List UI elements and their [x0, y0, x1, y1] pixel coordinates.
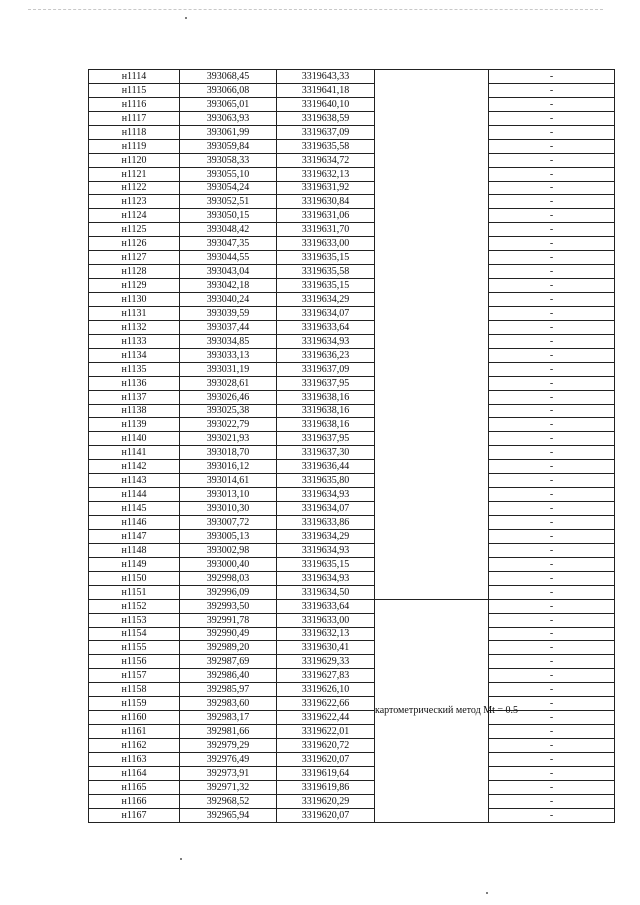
point-name-cell: н1129: [89, 279, 180, 293]
point-name-cell: н1165: [89, 780, 180, 794]
coordinates-table-body: [89, 70, 615, 823]
x-coordinate-cell: 393039,59: [180, 306, 277, 320]
y-coordinate-cell: 3319634,93: [277, 488, 375, 502]
x-coordinate-cell: 393050,15: [180, 209, 277, 223]
y-coordinate-cell: 3319619,64: [277, 766, 375, 780]
x-coordinate-cell: 393007,72: [180, 516, 277, 530]
table-row: [89, 432, 615, 446]
table-row: [89, 683, 615, 697]
accuracy-dash-cell: -: [489, 70, 615, 84]
x-coordinate-cell: 393040,24: [180, 293, 277, 307]
x-coordinate-cell: 392965,94: [180, 808, 277, 822]
y-coordinate-cell: 3319635,15: [277, 251, 375, 265]
table-row: [89, 348, 615, 362]
y-coordinate-cell: 3319634,93: [277, 543, 375, 557]
point-name-cell: н1134: [89, 348, 180, 362]
y-coordinate-cell: 3319637,09: [277, 362, 375, 376]
x-coordinate-cell: 393005,13: [180, 529, 277, 543]
table-row: [89, 627, 615, 641]
point-name-cell: н1116: [89, 97, 180, 111]
accuracy-dash-cell: -: [489, 153, 615, 167]
x-coordinate-cell: 393047,35: [180, 237, 277, 251]
table-row: [89, 697, 615, 711]
y-coordinate-cell: 3319622,44: [277, 711, 375, 725]
accuracy-dash-cell: -: [489, 725, 615, 739]
point-name-cell: н1138: [89, 404, 180, 418]
y-coordinate-cell: 3319637,95: [277, 376, 375, 390]
point-name-cell: н1114: [89, 70, 180, 84]
x-coordinate-cell: 393055,10: [180, 167, 277, 181]
point-name-cell: н1140: [89, 432, 180, 446]
y-coordinate-cell: 3319633,00: [277, 237, 375, 251]
table-row: [89, 474, 615, 488]
y-coordinate-cell: 3319632,13: [277, 167, 375, 181]
x-coordinate-cell: 392973,91: [180, 766, 277, 780]
accuracy-dash-cell: -: [489, 251, 615, 265]
point-name-cell: н1123: [89, 195, 180, 209]
x-coordinate-cell: 392983,17: [180, 711, 277, 725]
table-row: [89, 376, 615, 390]
x-coordinate-cell: 393054,24: [180, 181, 277, 195]
y-coordinate-cell: 3319633,64: [277, 320, 375, 334]
y-coordinate-cell: 3319631,92: [277, 181, 375, 195]
point-name-cell: н1132: [89, 320, 180, 334]
point-name-cell: н1146: [89, 516, 180, 530]
accuracy-dash-cell: -: [489, 376, 615, 390]
x-coordinate-cell: 393018,70: [180, 446, 277, 460]
table-row: [89, 209, 615, 223]
table-row: [89, 571, 615, 585]
accuracy-dash-cell: -: [489, 683, 615, 697]
table-row: [89, 279, 615, 293]
y-coordinate-cell: 3319619,86: [277, 780, 375, 794]
table-row: [89, 655, 615, 669]
accuracy-dash-cell: -: [489, 125, 615, 139]
table-row: [89, 794, 615, 808]
y-coordinate-cell: 3319622,01: [277, 725, 375, 739]
table-row: [89, 516, 615, 530]
accuracy-dash-cell: -: [489, 293, 615, 307]
accuracy-dash-cell: -: [489, 641, 615, 655]
point-name-cell: н1166: [89, 794, 180, 808]
table-row: [89, 83, 615, 97]
table-row: [89, 711, 615, 725]
accuracy-dash-cell: -: [489, 320, 615, 334]
point-name-cell: н1126: [89, 237, 180, 251]
table-row: [89, 153, 615, 167]
y-coordinate-cell: 3319634,29: [277, 293, 375, 307]
y-coordinate-cell: 3319630,41: [277, 641, 375, 655]
x-coordinate-cell: 393058,33: [180, 153, 277, 167]
accuracy-dash-cell: -: [489, 460, 615, 474]
table-row: [89, 293, 615, 307]
x-coordinate-cell: 393042,18: [180, 279, 277, 293]
accuracy-dash-cell: -: [489, 334, 615, 348]
y-coordinate-cell: 3319634,93: [277, 334, 375, 348]
table-row: [89, 139, 615, 153]
table-row: [89, 70, 615, 84]
y-coordinate-cell: 3319641,18: [277, 83, 375, 97]
accuracy-dash-cell: -: [489, 557, 615, 571]
x-coordinate-cell: 393065,01: [180, 97, 277, 111]
accuracy-dash-cell: -: [489, 474, 615, 488]
point-name-cell: н1147: [89, 529, 180, 543]
x-coordinate-cell: 393013,10: [180, 488, 277, 502]
x-coordinate-cell: 393025,38: [180, 404, 277, 418]
y-coordinate-cell: 3319634,07: [277, 502, 375, 516]
point-name-cell: н1120: [89, 153, 180, 167]
y-coordinate-cell: 3319635,58: [277, 265, 375, 279]
accuracy-dash-cell: -: [489, 766, 615, 780]
table-row: [89, 752, 615, 766]
x-coordinate-cell: 393021,93: [180, 432, 277, 446]
point-name-cell: н1158: [89, 683, 180, 697]
x-coordinate-cell: 392993,50: [180, 599, 277, 613]
x-coordinate-cell: 393014,61: [180, 474, 277, 488]
point-name-cell: н1164: [89, 766, 180, 780]
y-coordinate-cell: 3319633,86: [277, 516, 375, 530]
x-coordinate-cell: 393016,12: [180, 460, 277, 474]
method-cell: картометрический метод Mt = 0.5: [375, 599, 489, 822]
y-coordinate-cell: 3319622,66: [277, 697, 375, 711]
accuracy-dash-cell: -: [489, 97, 615, 111]
y-coordinate-cell: 3319631,06: [277, 209, 375, 223]
table-row: [89, 669, 615, 683]
y-coordinate-cell: 3319638,16: [277, 404, 375, 418]
x-coordinate-cell: 393059,84: [180, 139, 277, 153]
x-coordinate-cell: 392996,09: [180, 585, 277, 599]
accuracy-dash-cell: -: [489, 543, 615, 557]
y-coordinate-cell: 3319633,64: [277, 599, 375, 613]
accuracy-dash-cell: -: [489, 488, 615, 502]
point-name-cell: н1152: [89, 599, 180, 613]
point-name-cell: н1142: [89, 460, 180, 474]
accuracy-dash-cell: -: [489, 655, 615, 669]
x-coordinate-cell: 393026,46: [180, 390, 277, 404]
y-coordinate-cell: 3319638,16: [277, 390, 375, 404]
y-coordinate-cell: 3319636,23: [277, 348, 375, 362]
table-row: [89, 780, 615, 794]
table-row: [89, 195, 615, 209]
table-row: [89, 223, 615, 237]
x-coordinate-cell: 393052,51: [180, 195, 277, 209]
accuracy-dash-cell: -: [489, 780, 615, 794]
accuracy-dash-cell: -: [489, 711, 615, 725]
y-coordinate-cell: 3319637,95: [277, 432, 375, 446]
y-coordinate-cell: 3319630,84: [277, 195, 375, 209]
accuracy-dash-cell: -: [489, 83, 615, 97]
table-row: [89, 237, 615, 251]
x-coordinate-cell: 393002,98: [180, 543, 277, 557]
point-name-cell: н1133: [89, 334, 180, 348]
x-coordinate-cell: 392989,20: [180, 641, 277, 655]
point-name-cell: н1145: [89, 502, 180, 516]
table-row: [89, 613, 615, 627]
accuracy-dash-cell: -: [489, 237, 615, 251]
accuracy-dash-cell: -: [489, 181, 615, 195]
point-name-cell: н1167: [89, 808, 180, 822]
x-coordinate-cell: 393066,08: [180, 83, 277, 97]
accuracy-dash-cell: -: [489, 794, 615, 808]
x-coordinate-cell: 392987,69: [180, 655, 277, 669]
point-name-cell: н1155: [89, 641, 180, 655]
point-name-cell: н1157: [89, 669, 180, 683]
point-name-cell: н1163: [89, 752, 180, 766]
table-row: [89, 334, 615, 348]
point-name-cell: н1159: [89, 697, 180, 711]
y-coordinate-cell: 3319643,33: [277, 70, 375, 84]
scan-speck: [180, 858, 182, 860]
accuracy-dash-cell: -: [489, 627, 615, 641]
point-name-cell: н1124: [89, 209, 180, 223]
table-row: [89, 446, 615, 460]
x-coordinate-cell: 393048,42: [180, 223, 277, 237]
y-coordinate-cell: 3319634,72: [277, 153, 375, 167]
accuracy-dash-cell: -: [489, 265, 615, 279]
point-name-cell: н1131: [89, 306, 180, 320]
x-coordinate-cell: 393044,55: [180, 251, 277, 265]
table-row: [89, 97, 615, 111]
y-coordinate-cell: 3319637,09: [277, 125, 375, 139]
point-name-cell: н1153: [89, 613, 180, 627]
table-row: [89, 362, 615, 376]
point-name-cell: н1118: [89, 125, 180, 139]
x-coordinate-cell: 392976,49: [180, 752, 277, 766]
table-row: [89, 502, 615, 516]
y-coordinate-cell: 3319633,00: [277, 613, 375, 627]
table-row: [89, 766, 615, 780]
table-row: [89, 641, 615, 655]
point-name-cell: н1122: [89, 181, 180, 195]
scan-speck: [486, 892, 488, 894]
point-name-cell: н1144: [89, 488, 180, 502]
y-coordinate-cell: 3319632,13: [277, 627, 375, 641]
accuracy-dash-cell: -: [489, 195, 615, 209]
y-coordinate-cell: 3319638,59: [277, 111, 375, 125]
accuracy-dash-cell: -: [489, 697, 615, 711]
table-row: [89, 585, 615, 599]
y-coordinate-cell: 3319620,29: [277, 794, 375, 808]
point-name-cell: н1148: [89, 543, 180, 557]
table-row: [89, 557, 615, 571]
point-name-cell: н1115: [89, 83, 180, 97]
table-row: [89, 543, 615, 557]
table-row: [89, 167, 615, 181]
table-row: [89, 111, 615, 125]
point-name-cell: н1151: [89, 585, 180, 599]
point-name-cell: н1127: [89, 251, 180, 265]
accuracy-dash-cell: -: [489, 139, 615, 153]
table-row: [89, 529, 615, 543]
point-name-cell: н1125: [89, 223, 180, 237]
point-name-cell: н1119: [89, 139, 180, 153]
table-row: [89, 599, 615, 613]
y-coordinate-cell: 3319636,44: [277, 460, 375, 474]
table-row: [89, 488, 615, 502]
x-coordinate-cell: 393022,79: [180, 418, 277, 432]
y-coordinate-cell: 3319627,83: [277, 669, 375, 683]
point-name-cell: н1149: [89, 557, 180, 571]
accuracy-dash-cell: -: [489, 306, 615, 320]
accuracy-dash-cell: -: [489, 571, 615, 585]
coordinates-table: [88, 69, 615, 823]
point-name-cell: н1154: [89, 627, 180, 641]
x-coordinate-cell: 393033,13: [180, 348, 277, 362]
table-row: [89, 404, 615, 418]
x-coordinate-cell: 392968,52: [180, 794, 277, 808]
table-row: [89, 808, 615, 822]
x-coordinate-cell: 393061,99: [180, 125, 277, 139]
y-coordinate-cell: 3319635,80: [277, 474, 375, 488]
point-name-cell: н1139: [89, 418, 180, 432]
y-coordinate-cell: 3319626,10: [277, 683, 375, 697]
point-name-cell: н1136: [89, 376, 180, 390]
accuracy-dash-cell: -: [489, 516, 615, 530]
x-coordinate-cell: 393034,85: [180, 334, 277, 348]
point-name-cell: н1135: [89, 362, 180, 376]
table-row: [89, 251, 615, 265]
table-row: [89, 181, 615, 195]
method-cell: [375, 70, 489, 600]
accuracy-dash-cell: -: [489, 348, 615, 362]
point-name-cell: н1141: [89, 446, 180, 460]
point-name-cell: н1162: [89, 739, 180, 753]
y-coordinate-cell: 3319620,72: [277, 739, 375, 753]
point-name-cell: н1150: [89, 571, 180, 585]
accuracy-dash-cell: -: [489, 808, 615, 822]
x-coordinate-cell: 392998,03: [180, 571, 277, 585]
point-name-cell: н1156: [89, 655, 180, 669]
accuracy-dash-cell: -: [489, 432, 615, 446]
x-coordinate-cell: 392990,49: [180, 627, 277, 641]
y-coordinate-cell: 3319634,29: [277, 529, 375, 543]
x-coordinate-cell: 393028,61: [180, 376, 277, 390]
point-name-cell: н1128: [89, 265, 180, 279]
accuracy-dash-cell: -: [489, 390, 615, 404]
x-coordinate-cell: 392986,40: [180, 669, 277, 683]
accuracy-dash-cell: -: [489, 362, 615, 376]
table-row: [89, 418, 615, 432]
accuracy-dash-cell: -: [489, 418, 615, 432]
x-coordinate-cell: 392991,78: [180, 613, 277, 627]
x-coordinate-cell: 392983,60: [180, 697, 277, 711]
point-name-cell: н1161: [89, 725, 180, 739]
y-coordinate-cell: 3319620,07: [277, 808, 375, 822]
point-name-cell: н1160: [89, 711, 180, 725]
y-coordinate-cell: 3319634,93: [277, 571, 375, 585]
point-name-cell: н1130: [89, 293, 180, 307]
y-coordinate-cell: 3319635,58: [277, 139, 375, 153]
table-row: [89, 725, 615, 739]
point-name-cell: н1143: [89, 474, 180, 488]
table-row: [89, 265, 615, 279]
accuracy-dash-cell: -: [489, 167, 615, 181]
y-coordinate-cell: 3319631,70: [277, 223, 375, 237]
accuracy-dash-cell: -: [489, 599, 615, 613]
x-coordinate-cell: 392981,66: [180, 725, 277, 739]
accuracy-dash-cell: -: [489, 529, 615, 543]
accuracy-dash-cell: -: [489, 446, 615, 460]
table-row: [89, 739, 615, 753]
x-coordinate-cell: 392971,32: [180, 780, 277, 794]
y-coordinate-cell: 3319640,10: [277, 97, 375, 111]
accuracy-dash-cell: -: [489, 111, 615, 125]
point-name-cell: н1121: [89, 167, 180, 181]
accuracy-dash-cell: -: [489, 502, 615, 516]
header-scan-line: [28, 9, 603, 10]
accuracy-dash-cell: -: [489, 279, 615, 293]
table-row: [89, 320, 615, 334]
y-coordinate-cell: 3319629,33: [277, 655, 375, 669]
accuracy-dash-cell: -: [489, 613, 615, 627]
accuracy-dash-cell: -: [489, 739, 615, 753]
table-row: [89, 390, 615, 404]
y-coordinate-cell: 3319620,07: [277, 752, 375, 766]
y-coordinate-cell: 3319634,50: [277, 585, 375, 599]
x-coordinate-cell: 392979,29: [180, 739, 277, 753]
x-coordinate-cell: 393037,44: [180, 320, 277, 334]
y-coordinate-cell: 3319634,07: [277, 306, 375, 320]
x-coordinate-cell: 393031,19: [180, 362, 277, 376]
point-name-cell: н1117: [89, 111, 180, 125]
accuracy-dash-cell: -: [489, 223, 615, 237]
table-row: [89, 125, 615, 139]
accuracy-dash-cell: -: [489, 669, 615, 683]
point-name-cell: н1137: [89, 390, 180, 404]
accuracy-dash-cell: -: [489, 585, 615, 599]
x-coordinate-cell: 393043,04: [180, 265, 277, 279]
table-row: [89, 306, 615, 320]
x-coordinate-cell: 393000,40: [180, 557, 277, 571]
x-coordinate-cell: 392985,97: [180, 683, 277, 697]
y-coordinate-cell: 3319635,15: [277, 279, 375, 293]
accuracy-dash-cell: -: [489, 752, 615, 766]
x-coordinate-cell: 393063,93: [180, 111, 277, 125]
table-row: [89, 460, 615, 474]
accuracy-dash-cell: -: [489, 209, 615, 223]
y-coordinate-cell: 3319638,16: [277, 418, 375, 432]
x-coordinate-cell: 393068,45: [180, 70, 277, 84]
accuracy-dash-cell: -: [489, 404, 615, 418]
y-coordinate-cell: 3319635,15: [277, 557, 375, 571]
x-coordinate-cell: 393010,30: [180, 502, 277, 516]
y-coordinate-cell: 3319637,30: [277, 446, 375, 460]
scan-speck: [185, 17, 187, 19]
